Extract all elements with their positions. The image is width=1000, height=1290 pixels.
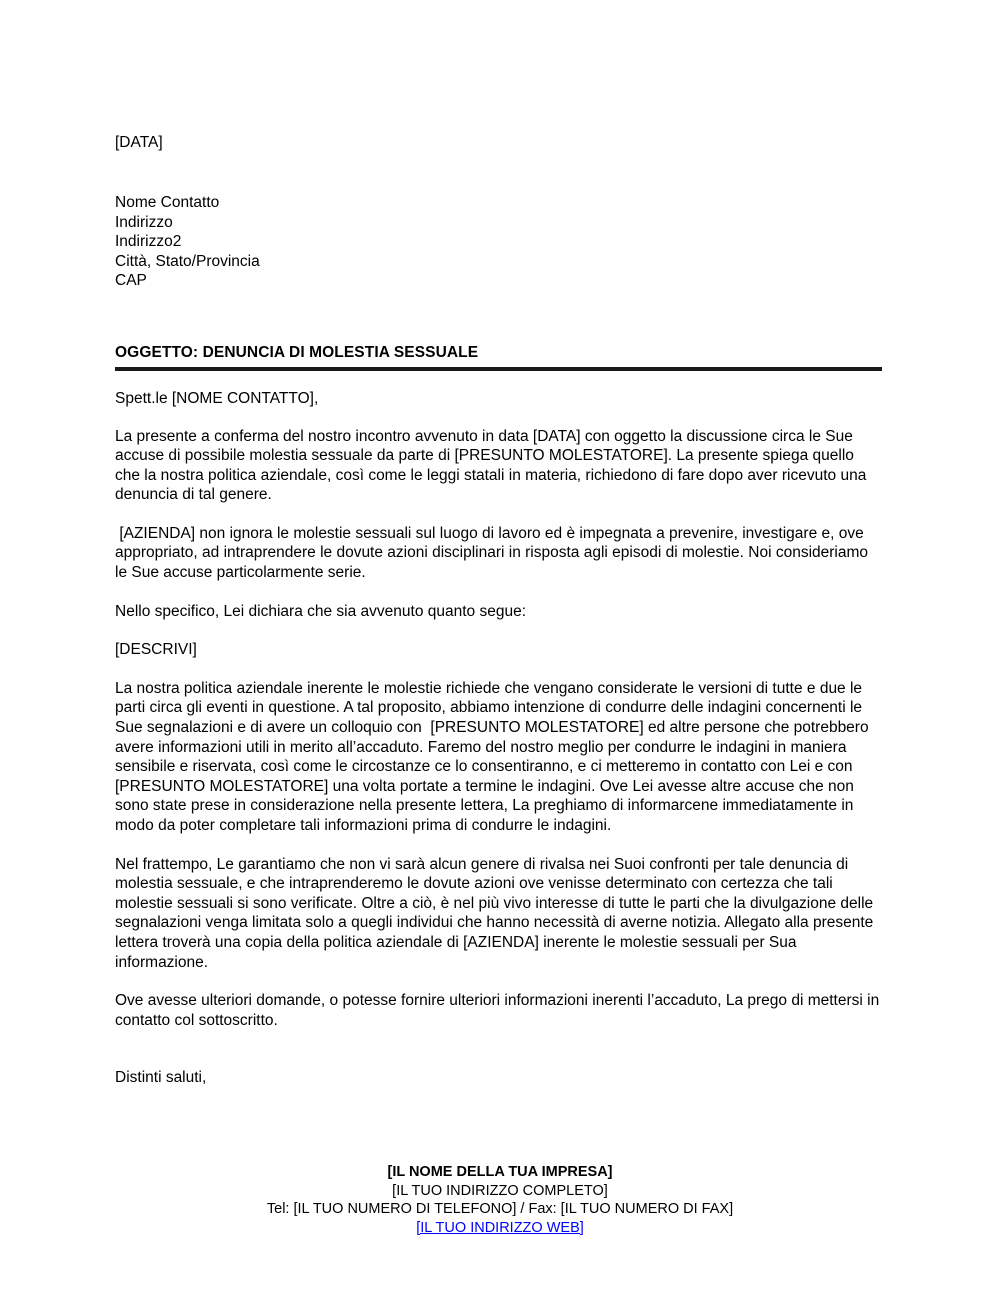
recipient-line-name: Nome Contatto — [115, 194, 220, 211]
body-paragraph-1: La presente a conferma del nostro incontro avvenuto in data [DATA] con oggetto la discussione circa le Sue accuse di possibile molestia sessuale da parte di [PRESUNTO MOLESTATORE]. La presente spiega quello che la nostra politica aziendale, così come le leggi statali in materia, richiedono di fare dopo aver ricevuto una denuncia di tal genere. — [115, 427, 871, 504]
footer-address: [IL TUO INDIRIZZO COMPLETO] — [392, 1182, 608, 1199]
footer-website-link-wrapper — [0, 1219, 1000, 1238]
body-paragraph-5: Nel frattempo, Le garantiamo che non vi sarà alcun genere di rivalsa nei Suoi confronti per tale denuncia di molestia sessuale, e che intraprenderemo le dovute azioni ove venisse determinato con certezza che tali molestie sessuali si sono verificate. Oltre a ciò, è nel più vivo interesse di tutte le parti che la divulgazione delle segnalazioni venga limitata solo a quegli individui che hanno necessità di averne notizia. Allegato alla presente lettera troverà una copia della politica aziendale di [AZIENDA] inerente le molestie sessuali per Sua informazione. — [115, 855, 878, 971]
page-footer — [0, 1163, 1000, 1237]
footer-phone-fax: Tel: [IL TUO NUMERO DI TELEFONO] / Fax: [IL TUO NUMERO DI FAX] — [266, 1201, 734, 1217]
date-line: [DATA] — [115, 134, 163, 151]
body-paragraph-4: La nostra politica aziendale inerente le molestie richiede che vengano considerate le versioni di tutte e due le parti circa gli eventi in questione. A tal proposito, abbiamo intenzione di condurre delle indagini concernenti le Sue segnalazioni e di avere un colloquio con [PRESUNTO MOLESTATORE] ed altre persone che potrebbero avere informazioni utili in merito all’accaduto. Faremo del nostro meglio per condurre le indagini in maniera sensibile e riservata, così come le circostanze ce lo consentiranno, e ci metteremo in contatto con Lei e con [PRESUNTO MOLESTATORE] una volta portate a termine le indagini. Ove Lei avesse altre accuse che non sono state prese in considerazione nella presente lettera, La preghiamo di informarcene immediatamente in modo da poter completare tali informazioni prima di condurre le indagini. — [115, 679, 873, 834]
salutation: Spett.le [NOME CONTATTO], — [115, 389, 319, 407]
footer-company-name: [IL NOME DELLA TUA IMPRESA] — [387, 1164, 613, 1180]
body-paragraph-2: [AZIENDA] non ignora le molestie sessuali sul luogo di lavoro ed è impegnata a prevenire, investigare e, ove appropriato, ad intraprendere le dovute azioni disciplinari in risposta agli episodi di molestie. Noi consideriamo le Sue accuse particolarmente serie. — [115, 524, 873, 582]
recipient-address-block — [115, 193, 882, 291]
body-paragraph-3: Nello specifico, Lei dichiara che sia avvenuto quanto segue: — [115, 602, 527, 620]
closing-salutation: Distinti saluti, — [115, 1069, 207, 1087]
letter-content — [115, 0, 882, 1087]
footer-website-link[interactable]: [IL TUO INDIRIZZO WEB] — [416, 1219, 584, 1236]
recipient-line-address1: Indirizzo — [115, 213, 173, 231]
recipient-line-address2: Indirizzo2 — [115, 233, 182, 250]
recipient-line-city-state: Città, Stato/Provincia — [115, 252, 260, 270]
recipient-line-postal-code: CAP — [115, 272, 147, 289]
subject-divider — [115, 367, 882, 371]
body-paragraph-6: Ove avesse ulteriori domande, o potesse fornire ulteriori informazioni inerenti l’accaduto, La prego di mettersi in contatto col sottoscritto. — [115, 992, 884, 1029]
subject-line: OGGETTO: DENUNCIA DI MOLESTIA SESSUALE — [115, 343, 479, 361]
body-paragraph-describe-placeholder: [DESCRIVI] — [115, 641, 197, 659]
